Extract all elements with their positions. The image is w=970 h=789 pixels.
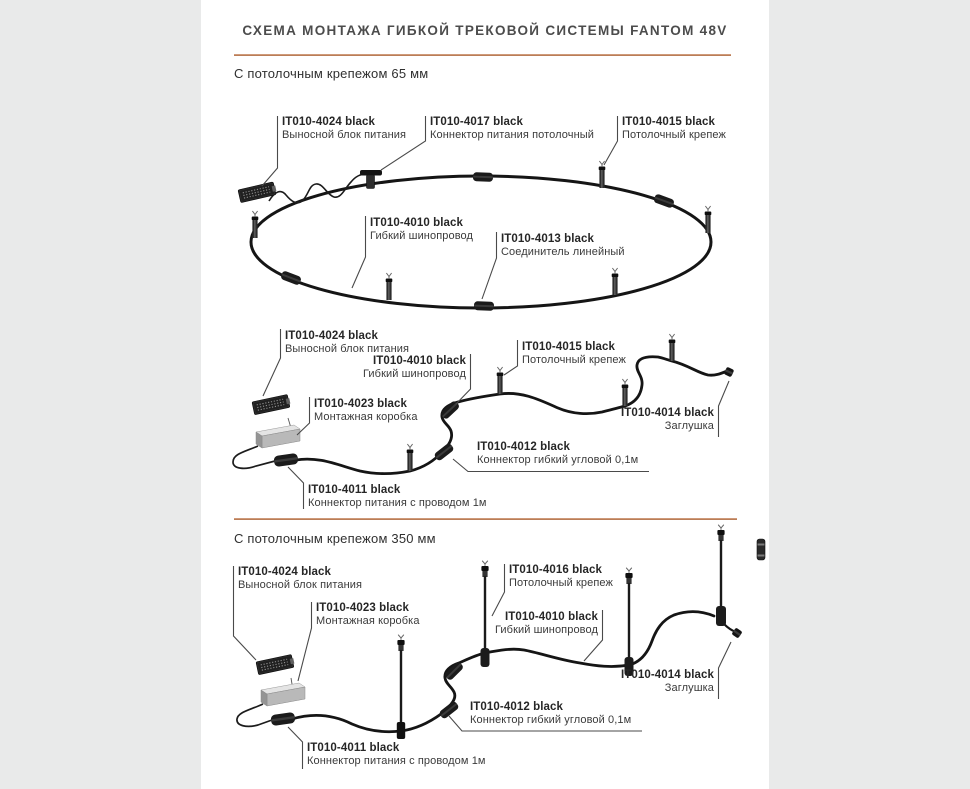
part-label-4011: IT010-4011 black Коннектор питания с проводом 1м	[307, 742, 486, 767]
spare-mount-icon	[757, 539, 765, 560]
part-label-4024: IT010-4024 black Выносной блок питания	[238, 566, 363, 591]
accent-rule	[234, 518, 737, 520]
part-label-4012: IT010-4012 black Коннектор гибкий угловой 0,1м	[470, 701, 632, 726]
power-supply-icon	[238, 182, 277, 203]
diagram-oval-65mm	[238, 116, 711, 311]
part-label-4023: IT010-4023 black Монтажная коробка	[316, 602, 420, 627]
part-label-4015: IT010-4015 black Потолочный крепеж	[622, 116, 726, 141]
part-label-4010: IT010-4010 black Гибкий шинопровод	[494, 611, 598, 636]
diagram-wave-350mm	[234, 525, 766, 769]
part-label-4010: IT010-4010 black Гибкий шинопровод	[370, 217, 474, 242]
accent-rule	[234, 54, 731, 56]
part-label-4015: IT010-4015 black Потолочный крепеж	[522, 341, 626, 366]
part-label-4017: IT010-4017 black Коннектор питания потолочный	[430, 116, 594, 141]
part-label-4016: IT010-4016 black Потолочный крепеж	[509, 564, 613, 589]
part-label-4024: IT010-4024 black Выносной блок питания	[285, 330, 410, 355]
page-title: СХЕМА МОНТАЖА ГИБКОЙ ТРЕКОВОЙ СИСТЕМЫ FANTOM 48V	[242, 23, 728, 38]
part-label-4014: IT010-4014 black Заглушка	[620, 669, 714, 694]
section-heading-350mm: С потолочным крепежом 350 мм	[234, 531, 436, 546]
part-label-4023: IT010-4023 black Монтажная коробка	[314, 398, 418, 423]
part-label-4010: IT010-4010 black Гибкий шинопровод	[362, 355, 466, 380]
part-label-4011: IT010-4011 black Коннектор питания с проводом 1м	[308, 484, 487, 509]
part-label-4024: IT010-4024 black Выносной блок питания	[282, 116, 407, 141]
part-label-4012: IT010-4012 black Коннектор гибкий угловой 0,1м	[477, 441, 639, 466]
power-cable	[233, 446, 275, 468]
leader-lines	[262, 116, 618, 299]
flexible-track-oval	[251, 176, 711, 308]
power-cable	[237, 704, 272, 726]
section-heading-65mm: С потолочным крепежом 65 мм	[234, 66, 429, 81]
part-label-4013: IT010-4013 black Соединитель линейный	[501, 233, 625, 258]
part-label-4014: IT010-4014 black Заглушка	[620, 407, 714, 432]
